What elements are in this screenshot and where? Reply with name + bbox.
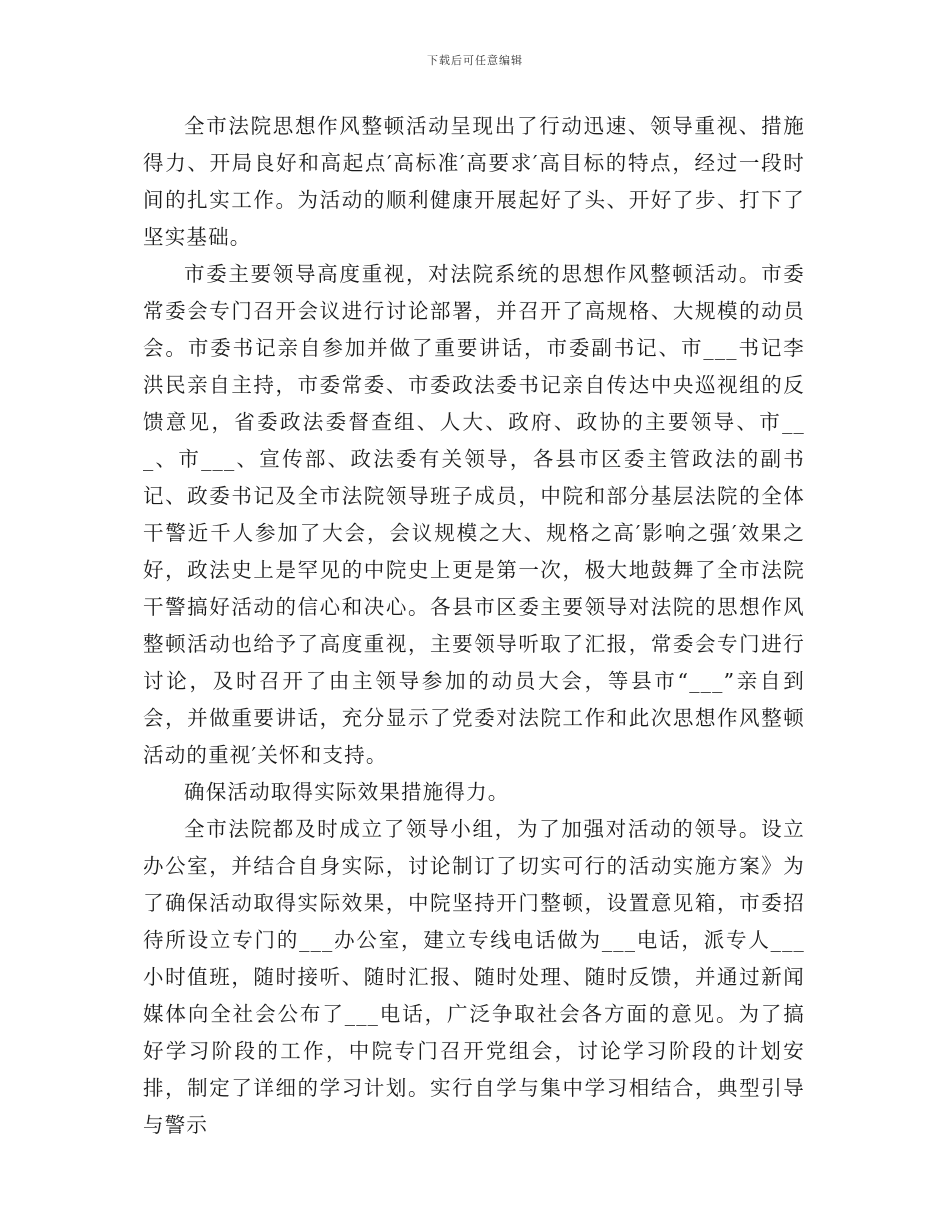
paragraph-4: 全市法院都及时成立了领导小组，为了加强对活动的领导。设立办公室，并结合自身实际，讨论制订了切实可行的活动实施方案》为了确保活动取得实际效果，中院坚持开门整顿，设置意见箱，市委招待所设立专门的___办公室，建立专线电话做为___电话，派专人___小时值班，随时接听、随时汇报、随时处理、随时反馈，并通过新闻媒体向全社会公布了___电话，广泛争取社会各方面的意见。为了搞好学习阶段的工作，中院专门召开党组会，讨论学习阶段的计划安排，制定了详细的学习计划。实行自学与集中学习相结合，典型引导与警示	[143, 817, 805, 1137]
document-body	[143, 108, 805, 1144]
paragraph-3: 确保活动取得实际效果措施得力。	[184, 780, 510, 804]
page-header: 下载后可任意编辑	[427, 54, 523, 67]
paragraph-2: 市委主要领导高度重视，对法院系统的思想作风整顿活动。市委常委会专门召开会议进行讨论部署，并召开了高规格、大规模的动员会。市委书记亲自参加并做了重要讲话，市委副书记、市___书记李洪民亲自主持，市委常委、市委政法委书记亲自传达中央巡视组的反馈意见，省委政法委督查组、人大、政府、政协的主要领导、市___、市___、宣传部、政法委有关领导，各县市区委主管政法的副书记、政委书记及全市法院领导班子成员，中院和部分基层法院的全体干警近千人参加了大会，会议规模之大、规格之高′影响之强′效果之好，政法史上是罕见的中院史上更是第一次，极大地鼓舞了全市法院干警搞好活动的信心和决心。各县市区委主要领导对法院的思想作风整顿活动也给予了高度重视，主要领导听取了汇报，常委会专门进行讨论，及时召开了由主领导参加的动员大会，等县市“___”亲自到会，并做重要讲话，充分显示了党委对法院工作和此次思想作风整顿活动的重视′关怀和支持。	[143, 262, 805, 767]
paragraph-1: 全市法院思想作风整顿活动呈现出了行动迅速、领导重视、措施得力、开局良好和高起点′高标准′高要求′高目标的特点，经过一段时间的扎实工作。为活动的顺利健康开展起好了头、开好了步、打下了坚实基础。	[143, 114, 805, 249]
